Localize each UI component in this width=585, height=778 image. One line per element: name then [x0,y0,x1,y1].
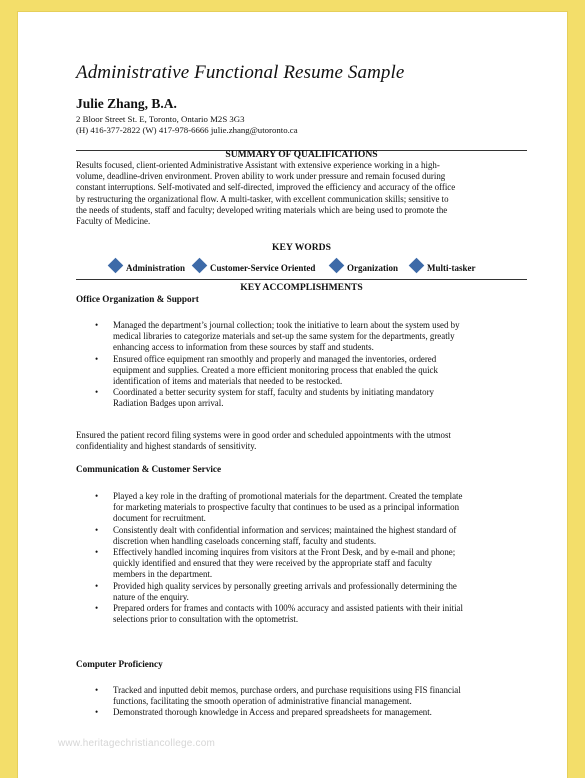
list-item-line: selections prior to consultation with the optometrist. [113,614,299,625]
keyword-label: Customer-Service Oriented [210,263,316,273]
list-item-line: Radiation Badges upon arrival. [113,398,224,409]
computer-heading: Computer Proficiency [76,659,163,669]
list-item-line: Effectively handled incoming inquires from visitors at the Front Desk, and by e-mail and phone; [113,547,456,558]
bullet-icon: • [95,387,99,398]
list-item-line: Played a key role in the drafting of promotional materials for the department. Created the template [113,491,463,501]
list-item-line: quickly identified and ensured that they were received by the appropriate staff and faculty [113,558,432,569]
summary-line: volume, deadline-driven environment. Proven ability to work under pressure and remain focused during [76,171,446,182]
office-bullet-list [76,320,527,410]
bullet-icon: • [95,685,99,695]
bullet-icon: • [95,524,99,535]
bullet-icon: • [95,603,99,614]
summary-line: the needs of students, staff and faculty; developed writing materials which are being used to promote the [76,204,448,215]
list-item [76,354,527,388]
keyword-item [110,263,185,273]
divider [76,279,527,280]
summary-line: Faculty of Medicine. [76,216,151,227]
list-item-line: document for recruitment. [113,513,206,524]
candidate-name: Julie Zhang, B.A. [76,96,177,111]
list-item-line: Prepared orders for frames and contacts with 100% accuracy and assisted patients with their initial [113,603,463,614]
communication-bullet-list [76,491,527,625]
note-line: confidentiality and highest standards of sensitivity. [76,441,257,452]
summary-paragraph [76,160,527,227]
keywords-row [110,263,530,283]
keyword-item [411,263,476,273]
keyword-label: Multi-tasker [427,263,476,273]
list-item-line: for marketing materials to prospective faculty that continues to be used as a principal information [113,502,460,513]
communication-heading: Communication & Customer Service [76,464,222,474]
list-item [76,320,527,354]
address: 2 Bloor Street St. E, Toronto, Ontario M2S 3G3 [76,114,245,124]
diamond-icon [192,257,208,273]
list-item-line: Consistently dealt with confidential information and services; maintained the highest standard of [113,524,457,535]
keyword-label: Organization [347,263,398,273]
list-item [76,491,527,525]
list-item-line: functions, facilitating the smooth operation of administrative financial management. [113,696,412,707]
list-item-line: Managed the department’s journal collection; took the initiative to learn about the system used by [113,320,460,330]
list-item-line: discretion when handling caseloads concerning staff, faculty and students. [113,535,377,546]
document-title: Administrative Functional Resume Sample [76,62,405,83]
list-item-line: identification of items and materials that needed to be restocked. [113,376,343,387]
keywords-heading: KEY WORDS [272,242,331,253]
list-item-line: Tracked and inputted debit memos, purchase orders, and purchase requisitions using FIS financial [113,685,461,695]
keyword-item [194,263,315,273]
summary-line: constant interruptions. Self-motivated and self-directed, improved the efficiency and accuracy of the office [76,182,456,193]
list-item [76,387,527,409]
note-line: Ensured the patient record filing systems were in good order and scheduled appointments with the utmost [76,430,451,440]
watermark: www.heritagechristiancollege.com [58,738,216,749]
list-item-line: equipment and supplies. Created a more efficient monitoring process that enabled the quick [113,364,438,375]
list-item [76,525,527,547]
list-item-line: Coordinated a better security system for staff, faculty and students by initiating mandatory [113,387,434,398]
list-item [76,707,527,718]
summary-line: by restructuring the organizational flow. A multi-tasker, with excellent communication skills; sensitive to [76,193,449,204]
bullet-icon: • [95,320,99,330]
list-item-line: enhancing access to information from these sources by staff and students. [113,342,374,353]
list-item-line: nature of the enquiry. [113,591,189,602]
bullet-icon: • [95,353,99,364]
list-item-line: Ensured office equipment ran smoothly and properly and managed the inventories, ordered [113,353,437,364]
list-item-line: medical libraries to categorize materials and set-up the same system for the departments, greatly [113,331,455,342]
diamond-icon [329,257,345,273]
accomplishments-heading: KEY ACCOMPLISHMENTS [240,282,363,293]
bullet-icon: • [95,580,99,591]
list-item-line: Provided high quality services by personally greeting arrivals and professionally determining the [113,580,457,591]
summary-line: Results focused, client-oriented Administrative Assistant with extensive experience working in a high- [76,160,440,170]
bullet-icon: • [95,707,99,718]
bullet-icon: • [95,547,99,558]
resume-page [18,12,567,778]
diamond-icon [409,257,425,273]
office-heading: Office Organization & Support [76,294,199,304]
list-item [76,685,527,707]
list-item [76,547,527,581]
list-item-line: members in the department. [113,569,213,580]
keyword-label: Administration [126,263,186,273]
keyword-item [331,263,398,273]
bullet-icon: • [95,491,99,501]
summary-heading: SUMMARY OF QUALIFICATIONS [225,149,378,160]
office-note [76,430,527,452]
phone-email: (H) 416-377-2822 (W) 417-978-6666 julie.zhang@utoronto.ca [76,125,298,135]
list-item [76,581,527,603]
computer-bullet-list [76,685,527,719]
list-item [76,603,527,625]
list-item-line: Demonstrated thorough knowledge in Access and prepared spreadsheets for management. [113,707,432,718]
diamond-icon [108,257,124,273]
